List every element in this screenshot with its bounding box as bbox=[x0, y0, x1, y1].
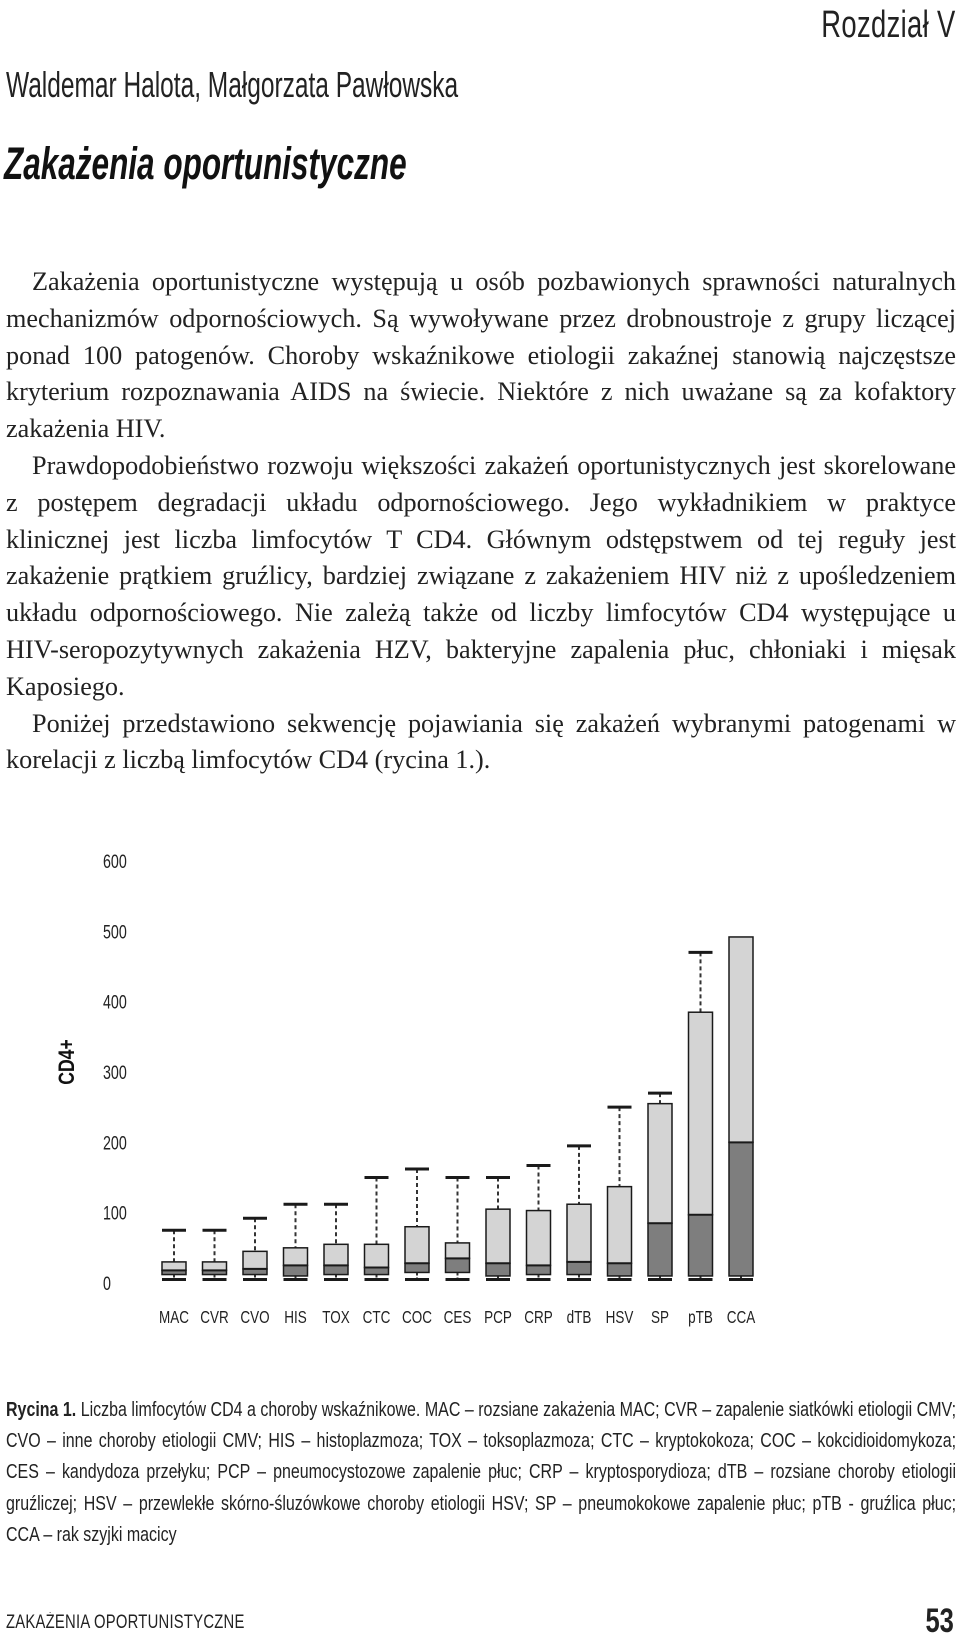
y-tick-label: 600 bbox=[103, 851, 127, 873]
box-lower bbox=[567, 1262, 591, 1275]
box-upper bbox=[689, 1012, 713, 1215]
y-tick-label: 100 bbox=[103, 1202, 127, 1225]
x-tick-label: CCA bbox=[726, 1308, 756, 1328]
x-tick-label: PCP bbox=[484, 1308, 512, 1328]
running-footer: ZAKAŻENIA OPORTUNISTYCZNE bbox=[6, 1612, 245, 1633]
caption-label: Rycina 1. bbox=[6, 1398, 77, 1421]
box-upper bbox=[365, 1244, 389, 1267]
box-upper bbox=[446, 1243, 470, 1258]
box-lower bbox=[284, 1265, 308, 1276]
x-tick-label: dTB bbox=[566, 1308, 592, 1328]
y-tick-label: 400 bbox=[103, 991, 127, 1014]
x-tick-label: HIS bbox=[284, 1308, 307, 1328]
y-tick-label: 0 bbox=[103, 1273, 111, 1295]
box-upper bbox=[203, 1262, 227, 1270]
box-upper bbox=[162, 1262, 186, 1270]
body-text bbox=[6, 264, 956, 779]
cd4-boxplot-chart bbox=[0, 828, 960, 1388]
box-lower bbox=[486, 1263, 510, 1276]
figure-caption bbox=[6, 1394, 956, 1550]
x-tick-label: MAC bbox=[159, 1308, 189, 1328]
box-upper bbox=[243, 1251, 267, 1269]
figure-cd4-boxplot bbox=[0, 828, 960, 1388]
x-tick-label: HSV bbox=[605, 1308, 634, 1328]
y-tick-label: 300 bbox=[103, 1062, 127, 1084]
x-tick-label: CES bbox=[443, 1308, 472, 1328]
box-lower bbox=[729, 1142, 753, 1276]
x-tick-label: COC bbox=[402, 1308, 432, 1328]
box-lower bbox=[527, 1265, 551, 1274]
y-axis-label: CD4+ bbox=[55, 1039, 80, 1085]
box-lower bbox=[365, 1268, 389, 1275]
x-tick-label: CVO bbox=[240, 1308, 270, 1328]
page-number: 53 bbox=[925, 1602, 954, 1640]
x-tick-label: CVR bbox=[200, 1308, 229, 1328]
y-tick-label: 500 bbox=[103, 921, 127, 943]
box-upper bbox=[729, 937, 753, 1142]
y-tick-label: 200 bbox=[103, 1132, 127, 1154]
box-lower bbox=[446, 1258, 470, 1272]
chapter-label: Rozdział V bbox=[821, 4, 956, 46]
x-tick-label: SP bbox=[651, 1308, 669, 1328]
box-upper bbox=[405, 1227, 429, 1264]
box-upper bbox=[567, 1204, 591, 1262]
box-upper bbox=[284, 1248, 308, 1266]
paragraph: Poniżej przedstawiono sekwencję pojawiania się zakażeń wybranymi patogenami w korelacji z liczbą limfocytów CD4 (rycina 1.). bbox=[6, 708, 956, 775]
box-lower bbox=[648, 1223, 672, 1276]
box-upper bbox=[324, 1244, 348, 1265]
box-lower bbox=[405, 1263, 429, 1272]
box-lower bbox=[324, 1265, 348, 1274]
x-tick-label: CRP bbox=[524, 1308, 553, 1328]
box-lower bbox=[608, 1263, 632, 1276]
x-tick-label: CTC bbox=[362, 1308, 391, 1328]
caption-text: Liczba limfocytów CD4 a choroby wskaźnikowe. MAC – rozsiane zakażenia MAC; CVR – zapalenie siatkówki etiologii CMV; CVO – inne choroby etiologii CMV; HIS – histoplazmoza; TOX – toksoplazmoza; CTC – kryptokokoza; COC – kokcidioidomykoza; CES – kandydoza przełyku; PCP – pneumocystozowe zapalenie płuc; CRP – kryptosporydioza; dTB – rozsiane choroby etiologii gruźliczej; HSV – przewlekłe skórno-śluzówkowe choroby etiologii HSV; SP – pneumokokowe zapalenie płuc; pTB - gruźlica płuc; CCA – rak szyjki macicy bbox=[6, 1398, 957, 1546]
box-upper bbox=[648, 1104, 672, 1224]
box-upper bbox=[608, 1187, 632, 1264]
chapter-title: Zakażenia oportunistyczne bbox=[4, 138, 407, 189]
box-upper bbox=[527, 1211, 551, 1266]
x-tick-label: TOX bbox=[322, 1308, 350, 1328]
box-upper bbox=[486, 1209, 510, 1263]
x-tick-label: pTB bbox=[688, 1308, 713, 1328]
paragraph: Prawdopodobieństwo rozwoju większości zakażeń oportunistycznych jest skorelowane z postępem degradacji układu odpornościowego. Jego wykładnikiem w praktyce klinicznej jest liczba limfocytów T CD4. Głównym odstępstwem od tej reguły jest zakażenie prątkiem gruźlicy, bardziej związane z zakażeniem HIV niż z upośledzeniem układu odpornościowego. Nie zależą także od liczby limfocytów CD4 występujące u HIV-seropozytywnych zakażenia HZV, bakteryjne zapalenia płuc, chłoniaki i mięsak Kaposiego. bbox=[6, 450, 956, 701]
authors: Waldemar Halota, Małgorzata Pawłowska bbox=[6, 64, 459, 105]
box-lower bbox=[689, 1215, 713, 1276]
paragraph: Zakażenia oportunistyczne występują u osób pozbawionych sprawności naturalnych mechanizmów odpornościowych. Są wywoływane przez drobnoustroje z grupy liczącej ponad 100 patogenów. Choroby wskaźnikowe etiologii zakaźnej stanowią najczęstsze kryterium rozpoznawania AIDS na świecie. Niektóre z nich uważane są za kofaktory zakażenia HIV. bbox=[6, 267, 956, 444]
